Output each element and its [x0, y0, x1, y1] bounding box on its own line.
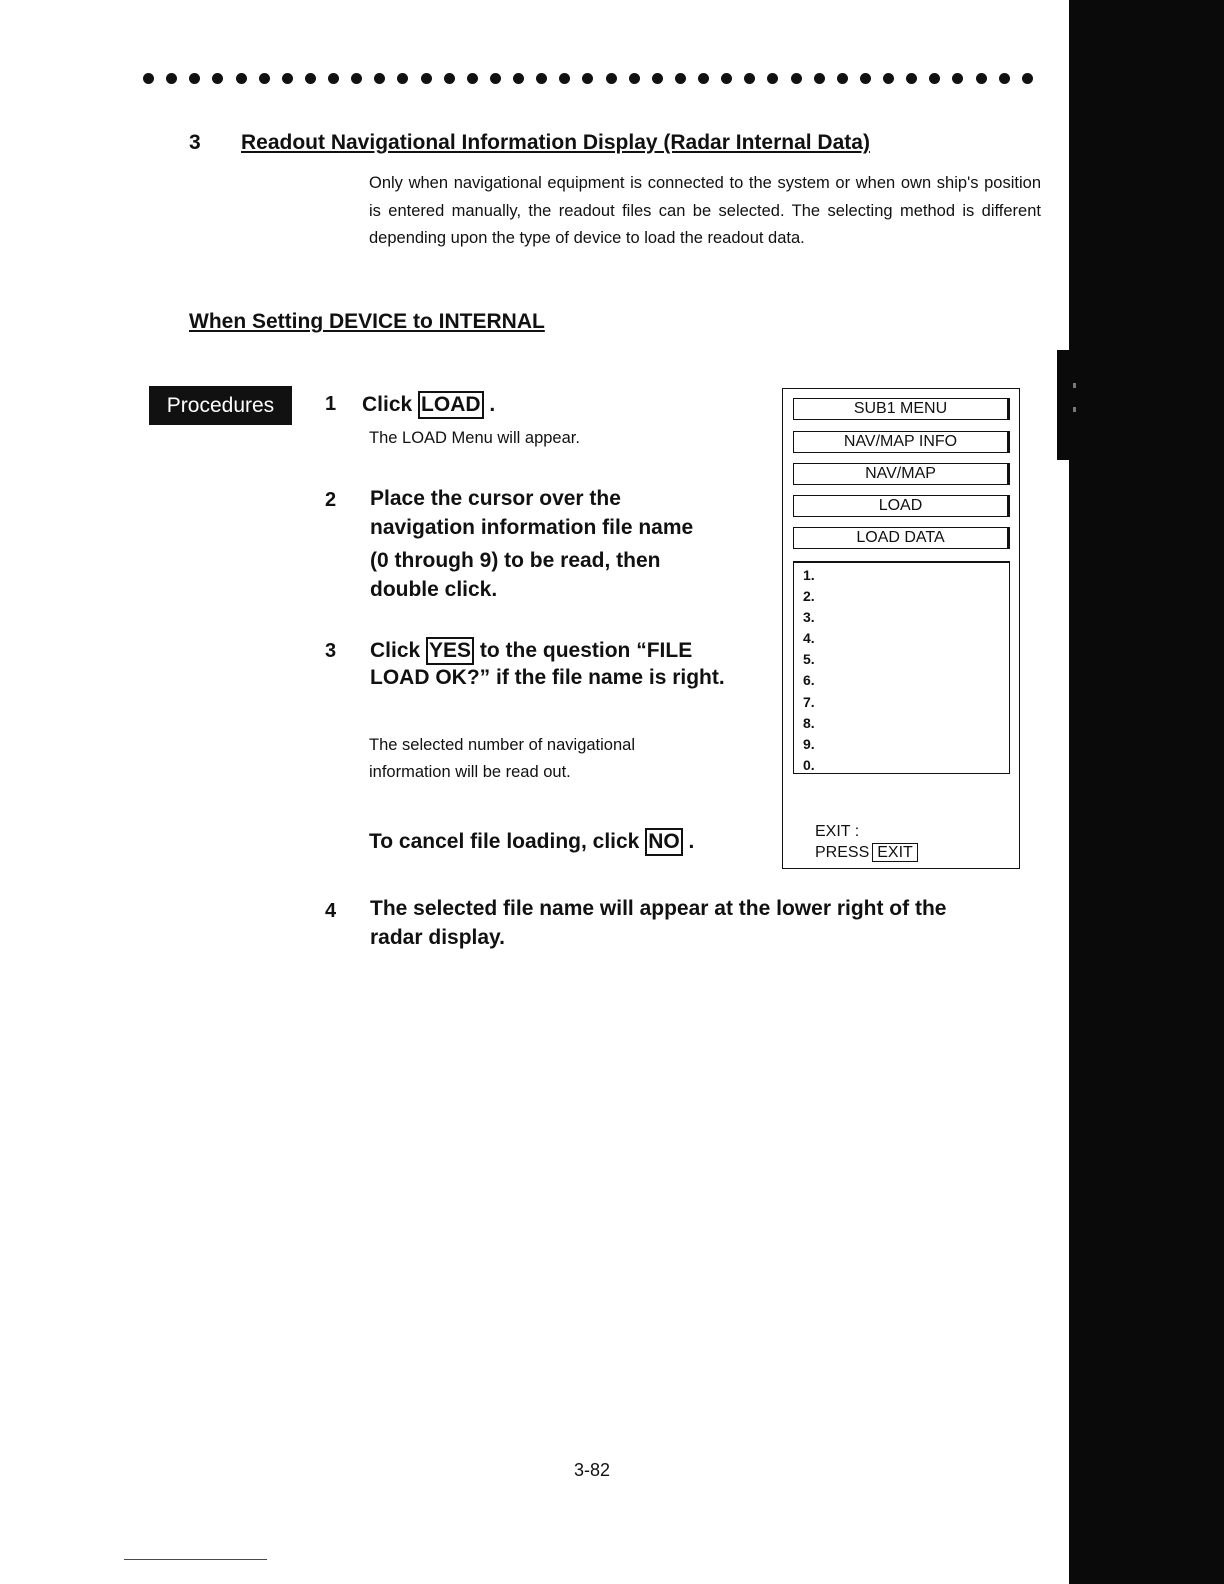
divider-dot: [444, 73, 455, 84]
cancel-instruction: [369, 828, 694, 856]
divider-dot: [791, 73, 802, 84]
yes-key-button[interactable]: YES: [426, 637, 474, 665]
file-item[interactable]: 4.: [803, 630, 815, 647]
step-4-line-2: radar display.: [370, 926, 506, 949]
divider-dot: [698, 73, 709, 84]
section-title: Readout Navigational Information Display (Radar Internal Data): [241, 131, 870, 154]
step-2-line-2: navigation information file name: [370, 516, 694, 539]
divider-dot: [467, 73, 478, 84]
menu-nav-map-info[interactable]: NAV/MAP INFO: [793, 431, 1010, 453]
divider-dot: [721, 73, 732, 84]
divider-dot: [143, 73, 154, 84]
step-3-number: 3: [325, 640, 337, 662]
divider-dot: [976, 73, 987, 84]
divider-dot: [837, 73, 848, 84]
step-1-pre: Click: [362, 393, 419, 416]
divider-dot: [582, 73, 593, 84]
divider-dot: [282, 73, 293, 84]
divider-dot: [259, 73, 270, 84]
divider-dot: [212, 73, 223, 84]
exit-label: EXIT :: [815, 823, 860, 840]
load-key-button[interactable]: LOAD: [418, 391, 484, 419]
divider-dot: [305, 73, 316, 84]
divider-dot: [629, 73, 640, 84]
file-item[interactable]: 3.: [803, 609, 815, 626]
section-heading: [189, 131, 870, 155]
step-3-pre: Click: [370, 639, 427, 662]
menu-sub1-menu[interactable]: SUB1 MENU: [793, 398, 1010, 420]
divider-dot: [421, 73, 432, 84]
edge-tick: [1073, 407, 1076, 412]
chapter-tab: [1057, 350, 1071, 460]
file-list-box: [793, 561, 1010, 774]
divider-dot: [814, 73, 825, 84]
file-list: [794, 563, 1009, 776]
press-label: PRESS: [815, 844, 870, 861]
file-item[interactable]: 1.: [803, 567, 815, 583]
load-menu-panel: [782, 388, 1020, 869]
divider-dot: [999, 73, 1010, 84]
step-3-post: to the question “FILE: [474, 639, 693, 662]
menu-load-data[interactable]: LOAD DATA: [793, 527, 1010, 549]
menu-nav-map[interactable]: NAV/MAP: [793, 463, 1010, 485]
step-4-line-1: The selected file name will appear at the lower right of the: [370, 897, 947, 920]
step-2-line-3: (0 through 9) to be read, then: [370, 549, 661, 572]
divider-dot: [744, 73, 755, 84]
divider-dot: [189, 73, 200, 84]
divider-dot: [860, 73, 871, 84]
menu-load[interactable]: LOAD: [793, 495, 1010, 517]
subsection-heading: When Setting DEVICE to INTERNAL: [189, 310, 545, 333]
divider-dot: [328, 73, 339, 84]
file-item[interactable]: 0.: [803, 756, 815, 773]
page-number: 3-82: [573, 1460, 611, 1480]
file-item[interactable]: 9.: [803, 735, 815, 752]
step-2-number: 2: [325, 489, 337, 511]
divider-dot: [490, 73, 501, 84]
divider-dot: [883, 73, 894, 84]
cancel-pre: To cancel file loading, click: [369, 830, 646, 853]
divider-dot: [952, 73, 963, 84]
step-1-post: .: [483, 393, 496, 416]
no-key-button[interactable]: NO: [645, 828, 683, 856]
file-item[interactable]: 2.: [803, 588, 815, 605]
footer-rule: [124, 1559, 267, 1560]
divider-dot: [536, 73, 547, 84]
intro-paragraph: Only when navigational equipment is connected to the system or when own ship's position is entered manually, the readout files can be selected. The selecting method is different depending upon the type of device to load the readout data.: [369, 174, 1041, 247]
step-1-number: 1: [325, 393, 337, 415]
step-3-note-2: information will be read out.: [369, 763, 571, 781]
file-item[interactable]: 5.: [803, 651, 815, 668]
divider-dot: [675, 73, 686, 84]
divider-dot: [351, 73, 362, 84]
divider-dot: [929, 73, 940, 84]
divider-dot: [374, 73, 385, 84]
press-row: [815, 842, 918, 863]
step-3-line-2: LOAD OK?” if the file name is right.: [370, 666, 725, 689]
step-4-number: 4: [325, 900, 337, 922]
step-1-instruction: [362, 391, 495, 419]
page-edge-bar: [1069, 0, 1224, 1584]
divider-dot: [513, 73, 524, 84]
divider-dot: [236, 73, 247, 84]
divider-dot: [767, 73, 778, 84]
procedures-badge: Procedures: [149, 386, 292, 425]
section-number: 3: [189, 131, 201, 154]
file-item[interactable]: 7.: [803, 693, 815, 710]
step-1-note: The LOAD Menu will appear.: [369, 429, 580, 447]
step-2-line-4: double click.: [370, 578, 498, 601]
file-item[interactable]: 8.: [803, 714, 815, 731]
dot-divider: [143, 73, 1033, 87]
step-2-line-1: Place the cursor over the: [370, 487, 621, 510]
divider-dot: [559, 73, 570, 84]
exit-key-button[interactable]: EXIT: [872, 843, 918, 862]
divider-dot: [906, 73, 917, 84]
divider-dot: [397, 73, 408, 84]
divider-dot: [606, 73, 617, 84]
step-3-line-1: [370, 637, 692, 665]
step-3-note-1: The selected number of navigational: [369, 736, 635, 754]
cancel-post: .: [682, 830, 695, 853]
divider-dot: [166, 73, 177, 84]
file-item[interactable]: 6.: [803, 672, 815, 689]
edge-tick: [1073, 383, 1076, 388]
divider-dot: [1022, 73, 1033, 84]
exit-hint: [815, 821, 918, 863]
divider-dot: [652, 73, 663, 84]
